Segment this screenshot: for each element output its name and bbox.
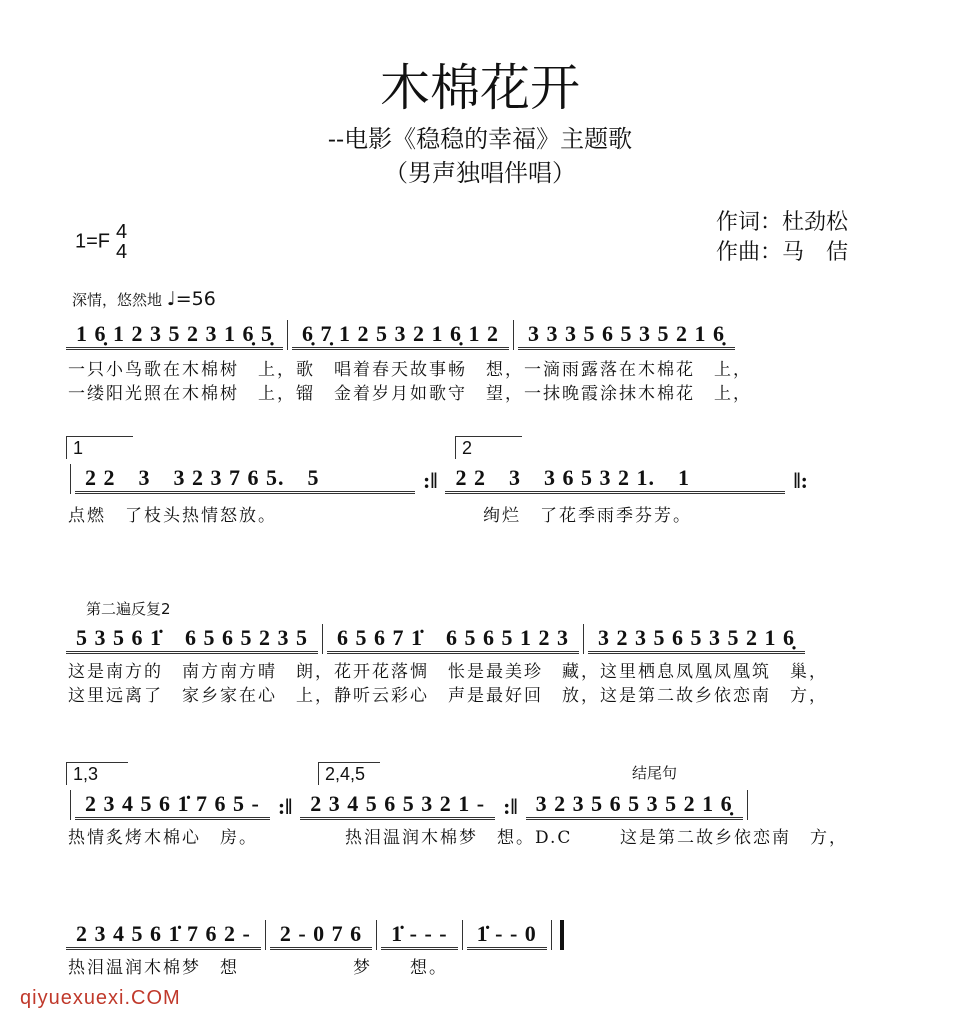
measure: 6̣ 7̣ 1 2 5 3 2 1 6̣ 1 2 [292,321,509,350]
bar-line [70,464,71,494]
measure: 1̇ - - 0 [467,921,547,950]
measure: 2 3 4 5 6 5 3 2 1 - [300,791,495,820]
measure: 3 2 3 5 6 5 3 5 2 1 6̣ [526,791,743,820]
measure: 2 2 3 3 2 3 7 6 5. 5 [75,465,415,494]
lyrics-coda: 这是第二故乡依恋南 方， [620,828,848,848]
composer: 作曲：马 佶 [716,240,849,265]
volta-2-4-5: 2,4,5 [318,762,380,785]
measure: 2 3 4 5 6 1̇ 7 6 5 - [75,791,270,820]
lyrics-verse-1: 这是南方的 南方南方晴 朗，花开花落惆 怅是最美珍 藏，这里栖息凤凰凤凰筑 巢， [68,662,828,682]
staff-row-5 [66,920,564,950]
repeat-note: 第二遍反复2 [86,600,171,618]
measure: 5 3 5 6 1̇ 6 5 6 5 2 3 5 [66,625,318,654]
bar-line [747,790,748,820]
key: 1=F [75,230,111,253]
bar-line [462,920,463,950]
tempo-value: ♩=56 [166,288,216,310]
final-bar-thick [560,920,564,950]
bar-line [265,920,266,950]
bar-line [322,624,323,654]
lyrics-final: 热泪温润木棉梦 想 梦 想。 [68,958,448,978]
measure: 2 - 0 7 6 [270,921,372,950]
measure: 3 3 3 5 6 5 3 5 2 1 6̣ [518,321,735,350]
measure: 1̇ - - - [381,921,457,950]
measure: 2 2 3 3 6 5 3 2 1. 1 [445,465,785,494]
bar-line [376,920,377,950]
lyrics-verse-1: 一只小鸟歌在木棉树 上，歌 唱着春天故事畅 想，一滴雨露落在木棉花 上， [68,360,752,380]
volta-2: 2 [455,436,522,459]
volta-1-3: 1,3 [66,762,128,785]
lyrics-ending-1: 点燃 了枝头热情怒放。 [68,506,277,526]
lyrics-verse-2: 一缕阳光照在木棉树 上，镏 金着岁月如歌守 望，一抹晚霞涂抹木棉花 上， [68,384,752,404]
repeat-sign: :‖ [503,794,518,819]
bar-line [287,320,288,350]
time-signature [116,222,127,262]
measure: 1 6̣ 1 2 3 5 2 3 1 6̣ 5̣ [66,321,283,350]
staff-row-4 [66,790,752,820]
tempo-text: 深情，悠然地 [72,291,163,309]
repeat-sign: ‖: [793,468,808,493]
volta-1: 1 [66,436,133,459]
lyrics-ending-2: 绚烂 了花季雨季芬芳。 [483,506,692,526]
lyrics-ending-2: 热泪温润木棉梦 想。D.C [345,828,573,848]
measure: 3 2 3 5 6 5 3 5 2 1 6̣ [588,625,805,654]
bar-line [513,320,514,350]
subtitle: --电影《稳稳的幸福》主题歌 [327,125,633,153]
time-bottom: 4 [116,241,128,263]
lyricist: 作词：杜劲松 [716,210,849,235]
time-top: 4 [116,221,128,243]
tempo-marking [72,288,216,311]
lyrics-ending-1: 热情炙烤木棉心 房。 [68,828,258,848]
lyrics-verse-2: 这里远离了 家乡家在心 上，静听云彩心 声是最好回 放，这是第二故乡依恋南 方， [68,686,828,706]
repeat-sign: :‖ [277,794,293,819]
staff-row-1 [66,320,735,350]
song-title: 木棉花开 [380,59,580,117]
staff-row-2 [66,464,816,494]
ending-label: 结尾句 [632,764,678,782]
measure: 6 5 6 7 1̇ 6 5 6 5 1 2 3 [327,625,579,654]
bar-line [70,790,71,820]
performance-note: （男声独唱伴唱） [384,159,576,187]
key-signature [75,222,127,262]
repeat-sign: :‖ [423,468,438,493]
bar-line [583,624,584,654]
watermark: qiyuexuexi.COM [20,987,181,1009]
measure: 2 3 4 5 6 1̇ 7 6 2 - [66,921,261,950]
final-bar-line [551,920,552,950]
staff-row-3 [66,624,805,654]
